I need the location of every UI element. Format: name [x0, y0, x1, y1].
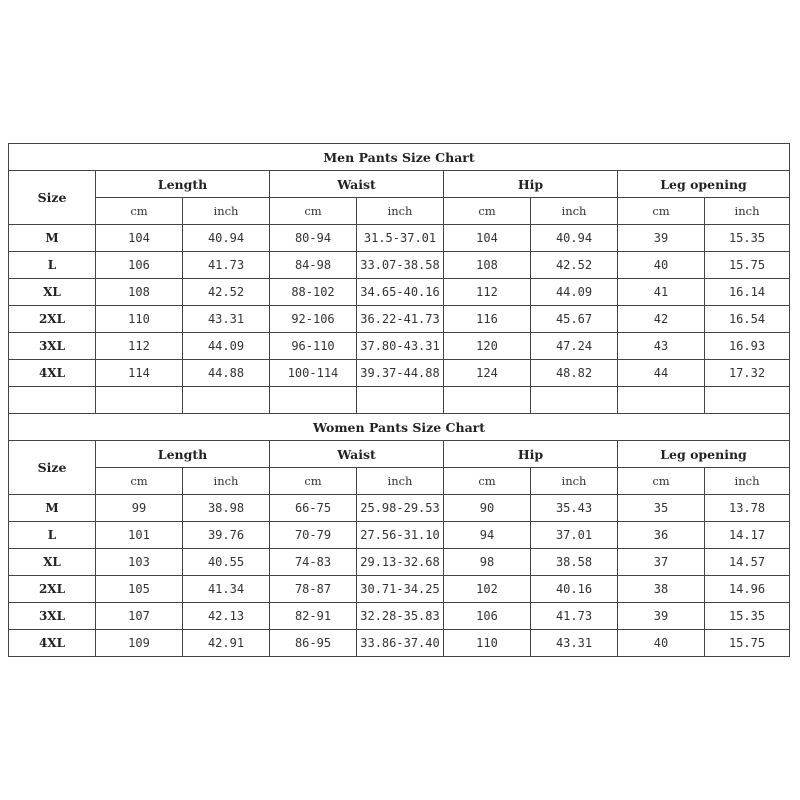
blank-cell	[618, 387, 705, 414]
unit-header-inch: inch	[357, 468, 444, 495]
waist-header: Waist	[270, 171, 444, 198]
size-cell: M	[9, 495, 96, 522]
value-cell: 96-110	[270, 333, 357, 360]
blank-cell	[270, 387, 357, 414]
value-cell: 41.73	[531, 603, 618, 630]
value-cell: 40.94	[183, 225, 270, 252]
value-cell: 40	[618, 630, 705, 657]
value-cell: 43.31	[531, 630, 618, 657]
leg-opening-header: Leg opening	[618, 171, 790, 198]
value-cell: 33.86-37.40	[357, 630, 444, 657]
table-row	[9, 252, 790, 279]
value-cell: 39.37-44.88	[357, 360, 444, 387]
value-cell: 43.31	[183, 306, 270, 333]
value-cell: 66-75	[270, 495, 357, 522]
value-cell: 14.17	[705, 522, 790, 549]
value-cell: 106	[444, 603, 531, 630]
size-cell: L	[9, 252, 96, 279]
blank-cell	[444, 387, 531, 414]
women-chart-title: Women Pants Size Chart	[9, 414, 790, 441]
value-cell: 82-91	[270, 603, 357, 630]
value-cell: 43	[618, 333, 705, 360]
value-cell: 38.58	[531, 549, 618, 576]
leg-opening-header: Leg opening	[618, 441, 790, 468]
unit-header-inch: inch	[531, 468, 618, 495]
blank-cell	[183, 387, 270, 414]
value-cell: 37	[618, 549, 705, 576]
size-cell: XL	[9, 279, 96, 306]
value-cell: 14.57	[705, 549, 790, 576]
length-header: Length	[96, 441, 270, 468]
value-cell: 38.98	[183, 495, 270, 522]
size-chart-table	[8, 143, 790, 657]
value-cell: 44	[618, 360, 705, 387]
value-cell: 112	[96, 333, 183, 360]
value-cell: 40	[618, 252, 705, 279]
value-cell: 90	[444, 495, 531, 522]
value-cell: 45.67	[531, 306, 618, 333]
size-cell: XL	[9, 549, 96, 576]
value-cell: 37.80-43.31	[357, 333, 444, 360]
value-cell: 92-106	[270, 306, 357, 333]
value-cell: 25.98-29.53	[357, 495, 444, 522]
value-cell: 16.54	[705, 306, 790, 333]
value-cell: 100-114	[270, 360, 357, 387]
unit-header-cm: cm	[444, 468, 531, 495]
value-cell: 70-79	[270, 522, 357, 549]
women-rows	[9, 495, 790, 657]
value-cell: 30.71-34.25	[357, 576, 444, 603]
value-cell: 47.24	[531, 333, 618, 360]
table-row	[9, 603, 790, 630]
value-cell: 35	[618, 495, 705, 522]
table-row	[9, 279, 790, 306]
value-cell: 40.55	[183, 549, 270, 576]
size-cell: M	[9, 225, 96, 252]
value-cell: 15.75	[705, 252, 790, 279]
unit-header-cm: cm	[270, 468, 357, 495]
value-cell: 109	[96, 630, 183, 657]
value-cell: 36	[618, 522, 705, 549]
value-cell: 78-87	[270, 576, 357, 603]
unit-row	[9, 468, 790, 495]
value-cell: 104	[96, 225, 183, 252]
blank-cell	[531, 387, 618, 414]
table-row	[9, 630, 790, 657]
blank-cell	[357, 387, 444, 414]
unit-header-inch: inch	[705, 468, 790, 495]
size-cell: L	[9, 522, 96, 549]
unit-header-cm: cm	[96, 468, 183, 495]
value-cell: 15.75	[705, 630, 790, 657]
men-rows	[9, 225, 790, 387]
table-row	[9, 495, 790, 522]
size-cell: 4XL	[9, 360, 96, 387]
size-cell: 3XL	[9, 333, 96, 360]
value-cell: 106	[96, 252, 183, 279]
value-cell: 80-94	[270, 225, 357, 252]
size-cell: 2XL	[9, 306, 96, 333]
value-cell: 114	[96, 360, 183, 387]
table-row	[9, 333, 790, 360]
value-cell: 108	[96, 279, 183, 306]
value-cell: 40.16	[531, 576, 618, 603]
value-cell: 84-98	[270, 252, 357, 279]
value-cell: 16.93	[705, 333, 790, 360]
table-row	[9, 225, 790, 252]
waist-header: Waist	[270, 441, 444, 468]
hip-header: Hip	[444, 171, 618, 198]
size-header: Size	[9, 171, 96, 225]
size-cell: 2XL	[9, 576, 96, 603]
hip-header: Hip	[444, 441, 618, 468]
value-cell: 41.73	[183, 252, 270, 279]
spacer-section	[9, 387, 790, 414]
blank-row	[9, 387, 790, 414]
unit-header-inch: inch	[183, 468, 270, 495]
value-cell: 42.52	[183, 279, 270, 306]
value-cell: 41	[618, 279, 705, 306]
value-cell: 36.22-41.73	[357, 306, 444, 333]
unit-header-inch: inch	[705, 198, 790, 225]
value-cell: 42.52	[531, 252, 618, 279]
unit-header-cm: cm	[96, 198, 183, 225]
value-cell: 39	[618, 603, 705, 630]
value-cell: 120	[444, 333, 531, 360]
table-row	[9, 522, 790, 549]
blank-cell	[9, 387, 96, 414]
value-cell: 88-102	[270, 279, 357, 306]
value-cell: 44.09	[531, 279, 618, 306]
value-cell: 99	[96, 495, 183, 522]
value-cell: 14.96	[705, 576, 790, 603]
size-cell: 3XL	[9, 603, 96, 630]
unit-header-inch: inch	[357, 198, 444, 225]
value-cell: 29.13-32.68	[357, 549, 444, 576]
length-header: Length	[96, 171, 270, 198]
size-cell: 4XL	[9, 630, 96, 657]
value-cell: 108	[444, 252, 531, 279]
unit-header-cm: cm	[444, 198, 531, 225]
value-cell: 15.35	[705, 225, 790, 252]
value-cell: 34.65-40.16	[357, 279, 444, 306]
value-cell: 110	[96, 306, 183, 333]
value-cell: 74-83	[270, 549, 357, 576]
value-cell: 98	[444, 549, 531, 576]
value-cell: 107	[96, 603, 183, 630]
value-cell: 17.32	[705, 360, 790, 387]
value-cell: 32.28-35.83	[357, 603, 444, 630]
value-cell: 42.13	[183, 603, 270, 630]
value-cell: 124	[444, 360, 531, 387]
table-row	[9, 576, 790, 603]
value-cell: 35.43	[531, 495, 618, 522]
value-cell: 42.91	[183, 630, 270, 657]
value-cell: 48.82	[531, 360, 618, 387]
unit-header-inch: inch	[531, 198, 618, 225]
table-row	[9, 306, 790, 333]
unit-header-cm: cm	[618, 198, 705, 225]
value-cell: 39	[618, 225, 705, 252]
blank-cell	[705, 387, 790, 414]
blank-cell	[96, 387, 183, 414]
table-row	[9, 360, 790, 387]
value-cell: 37.01	[531, 522, 618, 549]
value-cell: 41.34	[183, 576, 270, 603]
value-cell: 94	[444, 522, 531, 549]
value-cell: 27.56-31.10	[357, 522, 444, 549]
men-chart-title: Men Pants Size Chart	[9, 144, 790, 171]
value-cell: 16.14	[705, 279, 790, 306]
value-cell: 116	[444, 306, 531, 333]
size-header: Size	[9, 441, 96, 495]
value-cell: 104	[444, 225, 531, 252]
unit-row	[9, 198, 790, 225]
value-cell: 110	[444, 630, 531, 657]
value-cell: 44.88	[183, 360, 270, 387]
value-cell: 105	[96, 576, 183, 603]
table-row	[9, 549, 790, 576]
value-cell: 40.94	[531, 225, 618, 252]
value-cell: 44.09	[183, 333, 270, 360]
value-cell: 102	[444, 576, 531, 603]
value-cell: 86-95	[270, 630, 357, 657]
value-cell: 39.76	[183, 522, 270, 549]
value-cell: 13.78	[705, 495, 790, 522]
unit-header-cm: cm	[270, 198, 357, 225]
value-cell: 31.5-37.01	[357, 225, 444, 252]
value-cell: 15.35	[705, 603, 790, 630]
value-cell: 103	[96, 549, 183, 576]
value-cell: 101	[96, 522, 183, 549]
women-section	[9, 414, 790, 495]
unit-header-inch: inch	[183, 198, 270, 225]
men-section	[9, 144, 790, 225]
value-cell: 38	[618, 576, 705, 603]
value-cell: 33.07-38.58	[357, 252, 444, 279]
value-cell: 112	[444, 279, 531, 306]
unit-header-cm: cm	[618, 468, 705, 495]
value-cell: 42	[618, 306, 705, 333]
